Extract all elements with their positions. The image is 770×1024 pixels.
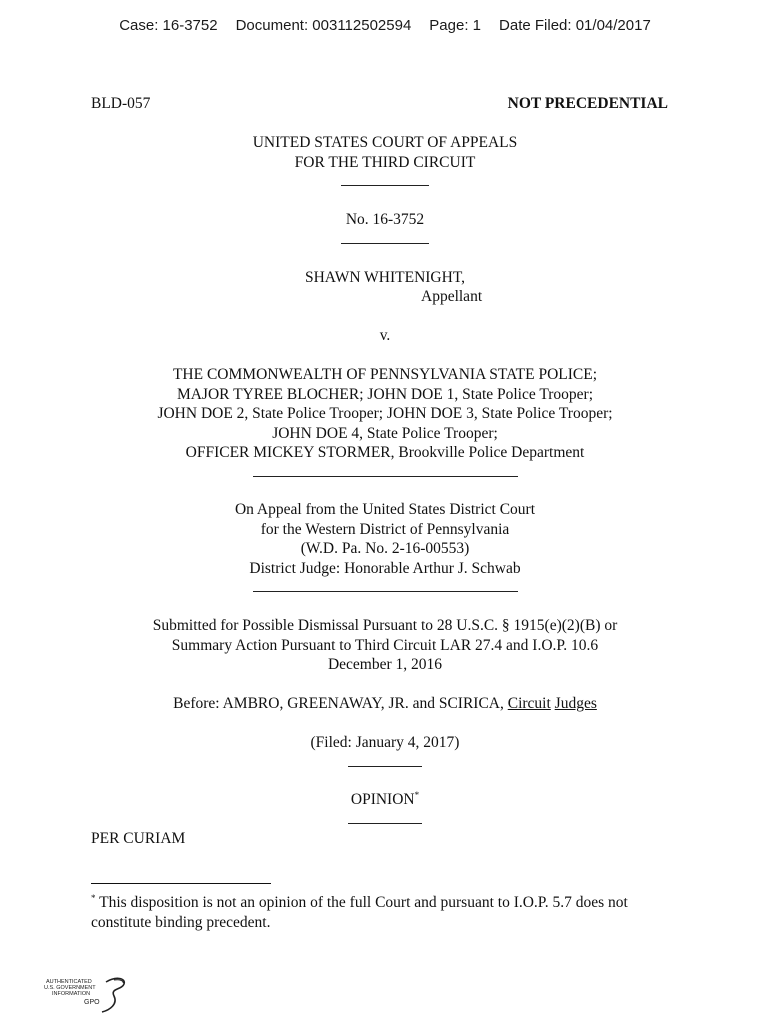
header-date-filed: Date Filed: 01/04/2017 (499, 17, 651, 34)
header-case: Case: 16-3752 (119, 17, 218, 34)
divider (0, 463, 770, 483)
gpo-text-3: INFORMATION (52, 991, 91, 997)
appeal-from (0, 500, 770, 598)
filed-block (0, 733, 770, 772)
gpo-eagle-head (114, 980, 123, 983)
gpo-text-4: GPO (84, 999, 100, 1006)
gpo-text-1: AUTHENTICATED (46, 979, 92, 985)
appeal-line: (W.D. Pa. No. 2-16-00553) (300, 540, 470, 557)
header-page: Page: 1 (429, 17, 482, 34)
divider (0, 230, 770, 250)
case-number: No. 16-3752 (345, 211, 425, 228)
judges-word: Judges (554, 695, 597, 712)
appellee-line: JOHN DOE 4, State Police Trooper; (272, 424, 498, 442)
divider (0, 753, 770, 773)
footnote-rule (91, 883, 271, 884)
circuit-word: Circuit (507, 695, 551, 712)
opinion-label: OPINION (350, 791, 415, 808)
footnote-mark: * (91, 892, 96, 903)
before-text: Before: AMBRO, GREENAWAY, JR. and SCIRICA, (173, 695, 508, 712)
doc-code: BLD-057 (91, 95, 151, 112)
opinion-footnote-mark: * (414, 789, 420, 800)
divider (0, 578, 770, 598)
gpo-text-2: U.S. GOVERNMENT (44, 985, 96, 991)
precedential-status: NOT PRECEDENTIAL (507, 95, 668, 112)
gpo-eagle-stroke (102, 978, 124, 1012)
footnote-line-1 (91, 893, 711, 913)
submitted-line: Summary Action Pursuant to Third Circuit LAR 27.4 and I.O.P. 10.6 (171, 636, 599, 654)
per-curiam: PER CURIAM (91, 830, 186, 847)
divider (0, 172, 770, 192)
versus: v. (379, 327, 391, 344)
submitted-block (0, 616, 770, 675)
submitted-date: December 1, 2016 (327, 656, 443, 673)
divider (0, 810, 770, 830)
footnote-text: This disposition is not an opinion of the full Court and pursuant to I.O.P. 5.7 does not (95, 894, 628, 911)
appellee-line: MAJOR TYREE BLOCHER; JOHN DOE 1, State Police Trooper; (176, 385, 594, 403)
appellant-name: SHAWN WHITENIGHT, (304, 269, 466, 286)
court-name (0, 133, 770, 192)
panel-judges (0, 694, 770, 714)
court-line-2: FOR THE THIRD CIRCUIT (294, 153, 476, 171)
footnote (91, 893, 711, 932)
appellees (0, 365, 770, 482)
appellee-line: THE COMMONWEALTH OF PENNSYLVANIA STATE POLICE; (172, 366, 598, 383)
submitted-line: Submitted for Possible Dismissal Pursuant to 28 U.S.C. § 1915(e)(2)(B) or (152, 617, 618, 634)
gpo-authentication-logo (44, 974, 134, 1014)
filed-date: (Filed: January 4, 2017) (310, 734, 460, 751)
appellant-role: Appellant (421, 288, 483, 305)
footnote-line-2: constitute binding precedent. (91, 913, 271, 931)
filing-header (0, 17, 770, 34)
court-line-1: UNITED STATES COURT OF APPEALS (252, 134, 518, 151)
appeal-line: District Judge: Honorable Arthur J. Schwab (249, 559, 521, 577)
case-number-block (0, 210, 770, 249)
header-document: Document: 003112502594 (235, 17, 412, 34)
appeal-line: On Appeal from the United States District Court (234, 501, 536, 518)
appeal-line: for the Western District of Pennsylvania (260, 520, 510, 538)
appellee-line: JOHN DOE 2, State Police Trooper; JOHN DOE 3, State Police Trooper; (157, 405, 613, 422)
opinion-heading (0, 790, 770, 810)
gpo-seal-icon (44, 974, 134, 1014)
appellee-line: OFFICER MICKEY STORMER, Brookville Police Department (185, 444, 585, 461)
opinion-block (0, 790, 770, 829)
